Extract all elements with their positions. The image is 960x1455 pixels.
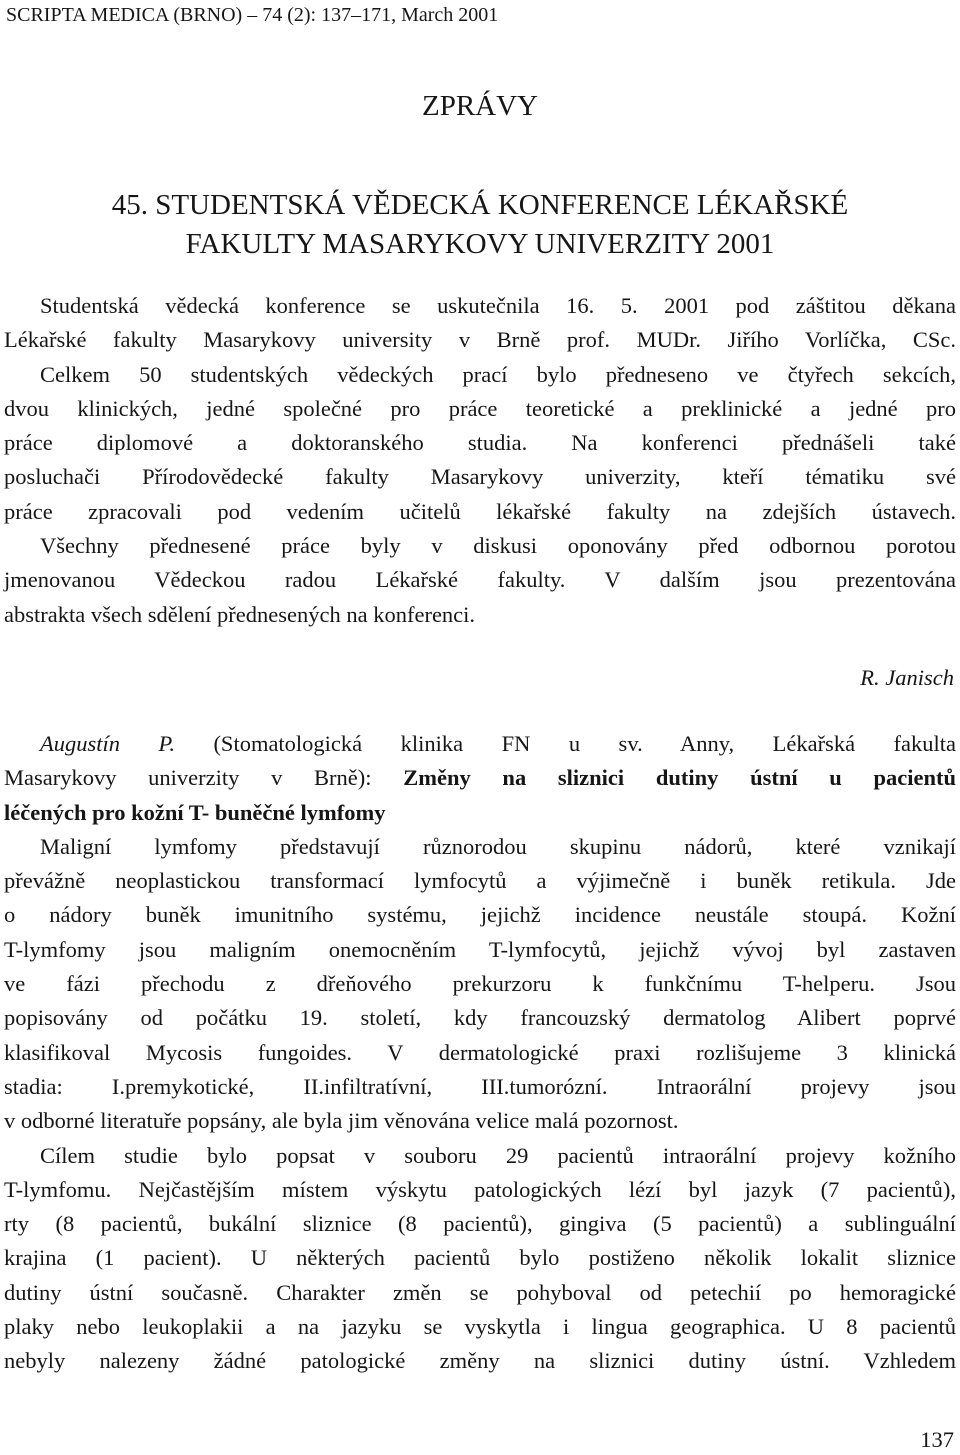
intro-line: práce diplomové a doktoranského studia. Na konferenci přednášeli také (4, 430, 956, 456)
intro-line: práce zpracovali pod vedením učitelů lékařské fakulty na zdejších ústavech. (4, 498, 956, 524)
abstract-header-line (4, 761, 956, 795)
intro-line: Studentská vědecká konference se uskutečnila 16. 5. 2001 pod záštitou děkana (40, 293, 956, 318)
abstract-line: krajina (1 pacient). U některých pacientů bylo postiženo několik lokalit sliznice (4, 1245, 956, 1271)
intro-line: Lékařské fakulty Masarykovy university v Brně prof. MUDr. Jiřího Vorlíčka, CSc. (4, 327, 956, 353)
section-title: ZPRÁVY (421, 90, 538, 122)
abstract (4, 727, 956, 1379)
intro-line: abstrakta všech sdělení přednesených na konferenci. (4, 601, 476, 627)
intro-line: Všechny přednesené práce byly v diskusi oponovány před odbornou porotou (40, 533, 956, 559)
abstract-line: nebyly nalezeny žádné patologické změny na sliznici dutiny ústní. Vzhledem (4, 1348, 956, 1374)
abstract-line: Maligní lymfomy představují různorodou skupinu nádorů, které vznikají (40, 833, 956, 859)
abstract-line: v odborné literatuře popsány, ale byla jim věnována velice malá pozornost. (4, 1108, 679, 1134)
abstract-line: rty (8 pacientů, bukální sliznice (8 pacientů), gingiva (5 pacientů) a sublinguální (4, 1211, 956, 1237)
abstract-title: Změny na sliznici dutiny ústní u pacientů (403, 765, 957, 791)
abstract-line: T-lymfomu. Nejčastějším místem výskytu patologických lézí byl jazyk (7 pacientů), (4, 1176, 956, 1202)
abstract-line: klasifikoval Mycosis fungoides. V dermatologické praxi rozlišujeme 3 klinická (4, 1039, 956, 1065)
abstract-line: T-lymfomy jsou maligním onemocněním T-lymfocytů, jejichž vývoj byl zastaven (4, 936, 956, 962)
abstract-line: o nádory buněk imunitního systému, jejichž incidence neustále stoupá. Kožní (4, 902, 956, 928)
signature: R. Janisch (860, 665, 954, 690)
abstract-affiliation: (Stomatologická klinika FN u sv. Anny, Lékařská fakulta (213, 731, 956, 756)
abstract-header-line (4, 727, 956, 761)
running-head: SCRIPTA MEDICA (BRNO) – 74 (2): 137–171, March 2001 (6, 4, 499, 26)
intro-line: dvou klinických, jedné společné pro práce teoretické a preklinické a jedné pro (4, 395, 956, 421)
abstract-line: ve fázi přechodu z dřeňového prekurzoru k funkčnímu T-helperu. Jsou (4, 971, 956, 997)
abstract-affiliation: Masarykovy univerzity v Brně): (4, 765, 372, 791)
abstract-title: léčených pro kožní T- buněčné lymfomy (4, 799, 386, 825)
abstract-line: Cílem studie bylo popsat v souboru 29 pacientů intraorální projevy kožního (40, 1142, 956, 1168)
page-number: 137 (920, 1427, 954, 1452)
conference-title-line: FAKULTY MASARYKOVY UNIVERZITY 2001 (185, 228, 775, 260)
abstract-line: stadia: I.premykotické, II.infiltratívní, III.tumorózní. Intraorální projevy jsou (4, 1073, 956, 1099)
abstract-line: popisovány od počátku 19. století, kdy francouzský dermatolog Alibert poprvé (4, 1005, 956, 1031)
abstract-line: plaky nebo leukoplakii a na jazyku se vyskytla i lingua geographica. U 8 pacientů (4, 1314, 956, 1340)
intro-line: jmenovanou Vědeckou radou Lékařské fakulty. V dalším jsou prezentována (4, 567, 956, 593)
conference-title (0, 186, 960, 264)
abstract-line: převážně neoplastickou transformací lymfocytů a výjimečně i buněk retikula. Jde (4, 868, 956, 894)
abstract-line: dutiny ústní současně. Charakter změn se pohyboval od petechií po hemoragické (4, 1279, 956, 1305)
intro-paragraph (4, 289, 956, 632)
intro-line: Celkem 50 studentských vědeckých prací bylo předneseno ve čtyřech sekcích, (40, 361, 956, 387)
conference-title-line: 45. STUDENTSKÁ VĚDECKÁ KONFERENCE LÉKAŘSKÉ (111, 189, 849, 221)
abstract-author: Augustín P. (40, 731, 175, 756)
intro-line: posluchači Přírodovědecké fakulty Masarykovy univerzity, kteří tématiku své (4, 464, 956, 490)
